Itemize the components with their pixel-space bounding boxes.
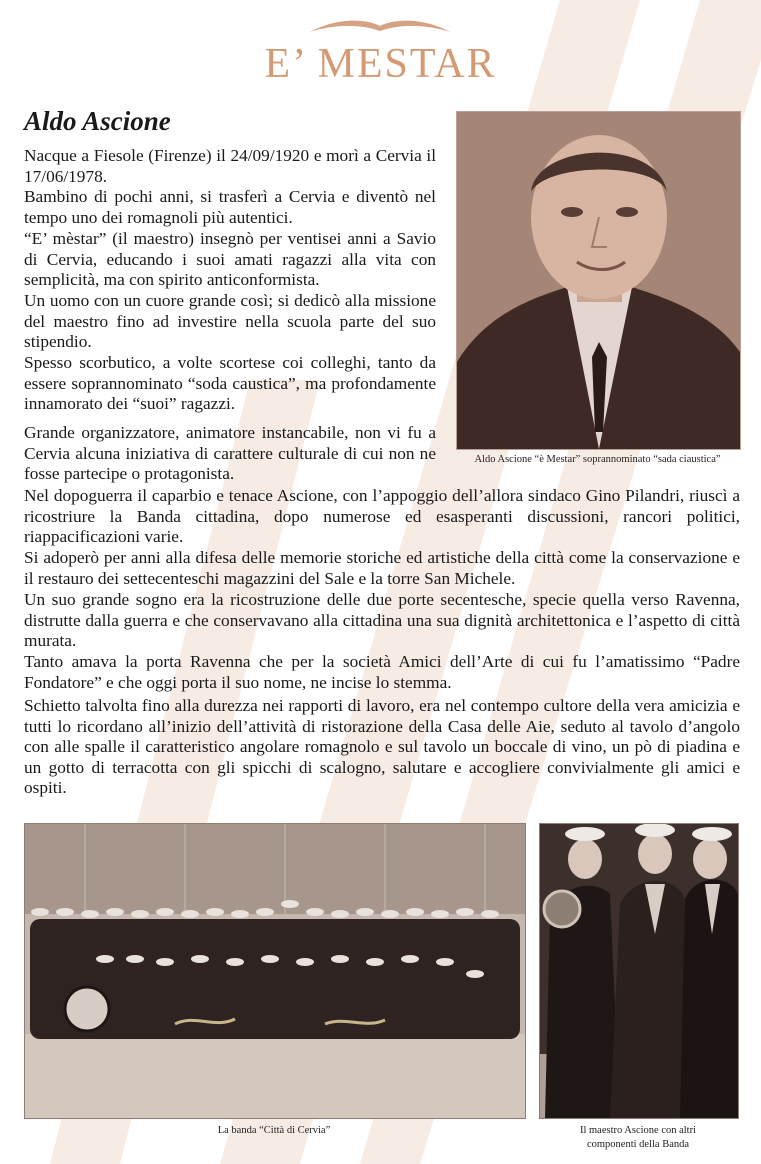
group-photo [539, 823, 739, 1119]
paragraph-gates: Un suo grande sogno era la ricostruzione delle due porte secentesche, specie quella verso Ravenna, distrutte dalla guerra e che conservavano alla cittadina una sua dignità architettonica e l’aspetto di città murata. [24, 590, 740, 651]
band-caption: La banda “Città di Cervia” [217, 1125, 331, 1136]
title-ornament-icon [305, 14, 455, 36]
page-title: E’ MESTAR [264, 41, 497, 87]
paragraph-organizer: Grande organizzatore, animatore instancabile, non vi fu a Cervia alcuna iniziativa di carattere culturale di cui non ne fosse partecipe o protagonista. [24, 423, 436, 484]
group-caption-line1: Il maestro Ascione con altri [579, 1125, 697, 1136]
portrait-illustration [457, 112, 740, 449]
portrait-caption: Aldo Ascione “è Mestar” soprannominato “sada ciaustica” [474, 454, 721, 465]
paragraph-heart: Un uomo con un cuore grande così; si dedicò alla missione del maestro fino ad investire nella scuola parte del suo stipendio. [24, 291, 436, 352]
paragraph-emblem: Tanto amava la porta Ravenna che per la società Amici dell’Arte di cui fu l’amatissimo “Padre Fondatore” e che oggi porta il suo nome, ne incise lo stemma. [24, 652, 740, 692]
paragraph-character: Spesso scorbutico, a volte scortese coi colleghi, tanto da essere soprannominato “soda caustica”, ma profondamente innamorato dei “suoi” ragazzi. [24, 353, 436, 414]
band-illustration [25, 824, 525, 1118]
group-illustration [540, 824, 738, 1118]
group-caption-line2: componenti della Banda [586, 1139, 690, 1150]
paragraph-childhood: Bambino di pochi anni, si trasferì a Cervia e diventò nel tempo uno dei romagnoli più autentici. [24, 187, 436, 227]
paragraph-band: Nel dopoguerra il caparbio e tenace Ascione, con l’appoggio dell’allora sindaco Gino Pilandri, riuscì a ricostriure la Banda cittadina, dopo numerose ed esasperanti discussioni, rancori politici, riappacificazioni varie. [24, 486, 740, 547]
person-name: Aldo Ascione [24, 106, 171, 136]
paragraph-birth: Nacque a Fiesole (Firenze) il 24/09/1920 e morì a Cervia il 17/06/1978. [24, 146, 436, 186]
paragraph-teacher: “E’ mèstar” (il maestro) insegnò per ventisei anni a Savio di Cervia, educando i suoi amati ragazzi alla vita con semplicità, ma con spirito anticonformista. [24, 229, 436, 290]
band-photo [24, 823, 526, 1119]
paragraph-memories: Si adoperò per anni alla difesa delle memorie storiche ed artistiche della città come la conservazione e il restauro dei settecenteschi magazzini del Sale e la torre San Michele. [24, 548, 740, 588]
paragraph-friendship: Schietto talvolta fino alla durezza nei rapporti di lavoro, era nel contempo cultore della vera amicizia e tutti lo ricordano all’inizio dell’attività di ristorazione della Casa delle Aie, seduto al tavolo d’angolo con alle spalle il caratteristico angolare romagnolo e sul tavolo un boccale di vino, un pò di piadina e un gotto di terracotta con gli spicchi di scalogno, salutare e accogliere convivialmente gli amici e ospiti. [24, 696, 740, 798]
portrait-photo [456, 111, 741, 450]
